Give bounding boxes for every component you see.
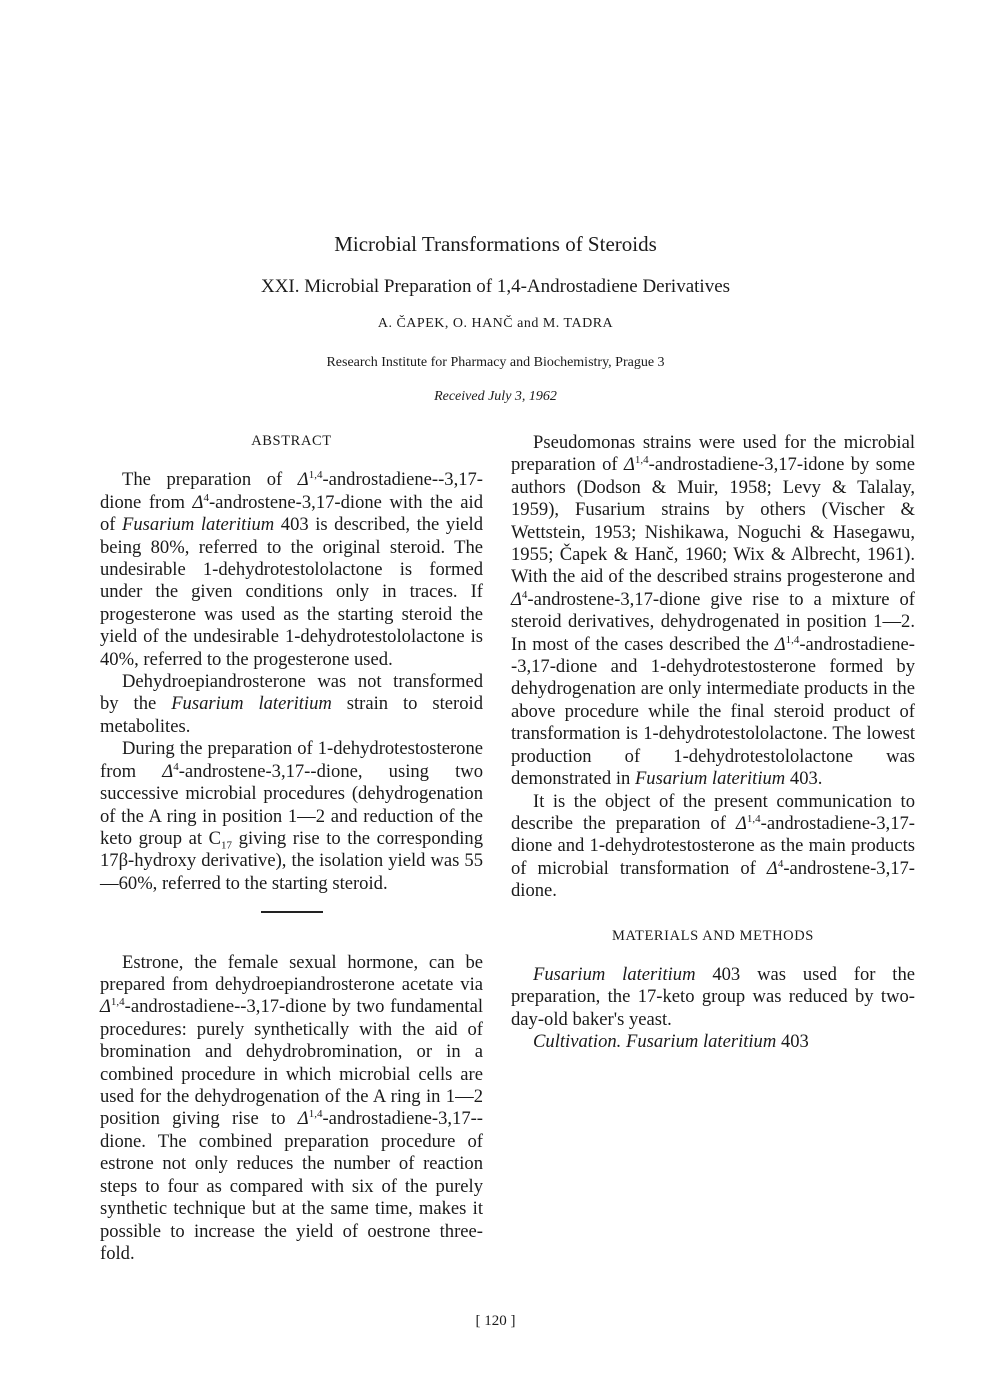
left-column [100, 430, 483, 1265]
cultivation-label: Cultivation. [533, 1031, 622, 1053]
abstract-heading: ABSTRACT [251, 433, 332, 449]
author-affiliation: Research Institute for Pharmacy and Biochemistry, Prague 3 [326, 355, 665, 370]
abstract-divider [261, 911, 323, 913]
organism-name: Fusarium lateritium [625, 1031, 777, 1053]
methods-heading: MATERIALS AND METHODS [612, 927, 814, 944]
abstract-paragraph-3: During the preparation of 1-dehydrotestosterone from $\Delta^4-androstene-3,17-$-dione, using two successive microbial procedures (dehydrogenation of the A ring in position 1—2 and reduction of the keto group at $C_{17}$ giving rise to the corresponding 17β-hydroxy derivative), the isolation yield was 55—60%, referred to the starting steroid. [100, 738, 483, 894]
article-title: Microbial Transformations of Steroids [334, 232, 657, 256]
article-authors: A. ČAPEK, O. HANČ and M. TADRA [377, 316, 614, 331]
article-subtitle: XXI. Microbial Preparation of 1,4-Androstadiene Derivatives [260, 276, 731, 297]
right-column [511, 432, 915, 1054]
organism-name: Fusarium lateritium [122, 514, 275, 536]
organism-name: Fusarium lateritium [634, 768, 786, 790]
abstract-paragraph-2: Dehydroepiandrosterone was not transformed by the Fusarium lateritium strain to steroid metabolites. [100, 671, 484, 737]
organism-name: Fusarium lateritium [533, 963, 696, 985]
organism-name: Fusarium lateritium [171, 693, 332, 715]
received-date: Received July 3, 1962 [434, 389, 557, 404]
body-paragraph-2: Pseudomonas strains were used for the microbial preparation of Δ$^{1,4}$-androstadiene-3,17-idone by some authors (Dodson & Muir, 1958; Levy & Talalay, 1959), Fusarium strains by others (Vischer & Wettstein, 1953; Nishikawa, Noguchi & Hasegawu, 1955; Čapek & Hanč, 1960; Wix & Albrecht, 1961). With the aid of the described strains progesterone and $\Delta^4-androstene-3,17$-dione give rise to a mixture of steroid derivatives, dehydrogenated in position 1—2. In most of the cases described the Δ$^{1,4}$-androstadiene--3,17-dione and 1-dehydrotestosterone formed by dehydrogenation are only intermediate products in the above procedure while the final steroid product of transformation is 1-dehydrotestololactone. The lowest production of 1-dehydrotestololactone was demonstrated in Fusarium lateritium 403. [511, 432, 915, 790]
body-paragraph-4: Fusarium lateritium 403 was used for the preparation, the 17-keto group was reduced by two-day-old baker's yeast. [511, 963, 915, 1030]
abstract-paragraph-1: The preparation of Δ$^{1,4}$-androstadiene--3,17-dione from $\Delta^4-androstene-3,17$-dione with the aid of Fusarium lateritium 403 is described, the yield being 80%, referred to the original steroid. The undesirable 1-dehydrotestololactone is formed under the given conditions only in traces. If progesterone was used as the starting steroid the yield of the undesirable 1-dehydrotestololactone is 40%, referred to the progesterone used. [100, 469, 484, 670]
page-number: [ 120 ] [475, 1313, 516, 1329]
body-paragraph-1: Estrone, the female sexual hormone, can be prepared from dehydroepiandrosterone acetate via Δ$^{1,4}$-androstadiene--3,17-dione by two fundamental procedures: purely synthetically with the aid of bromination and dehydrobromination, or in a combined procedure in which microbial cells are used for the dehydrogenation of the A ring in 1—2 position giving rise to Δ$^{1,4}$-androstadiene-3,17--dione. The combined preparation procedure of estrone not only reduces the number of reaction steps to four as compared with six of the purely synthetic technique but at the same time, makes it possible to increase the yield of oestrone three-fold. [100, 951, 483, 1264]
body-paragraph-3: It is the object of the present communication to describe the preparation of Δ$^{1,4}$-androstadiene-3,17-dione and 1-dehydrotestosterone as the main products of microbial transformation of $\Delta^4-androstene-3,17$-dione. [511, 790, 915, 902]
body-paragraph-5: Cultivation. Fusarium lateritium 403 [533, 1031, 809, 1053]
